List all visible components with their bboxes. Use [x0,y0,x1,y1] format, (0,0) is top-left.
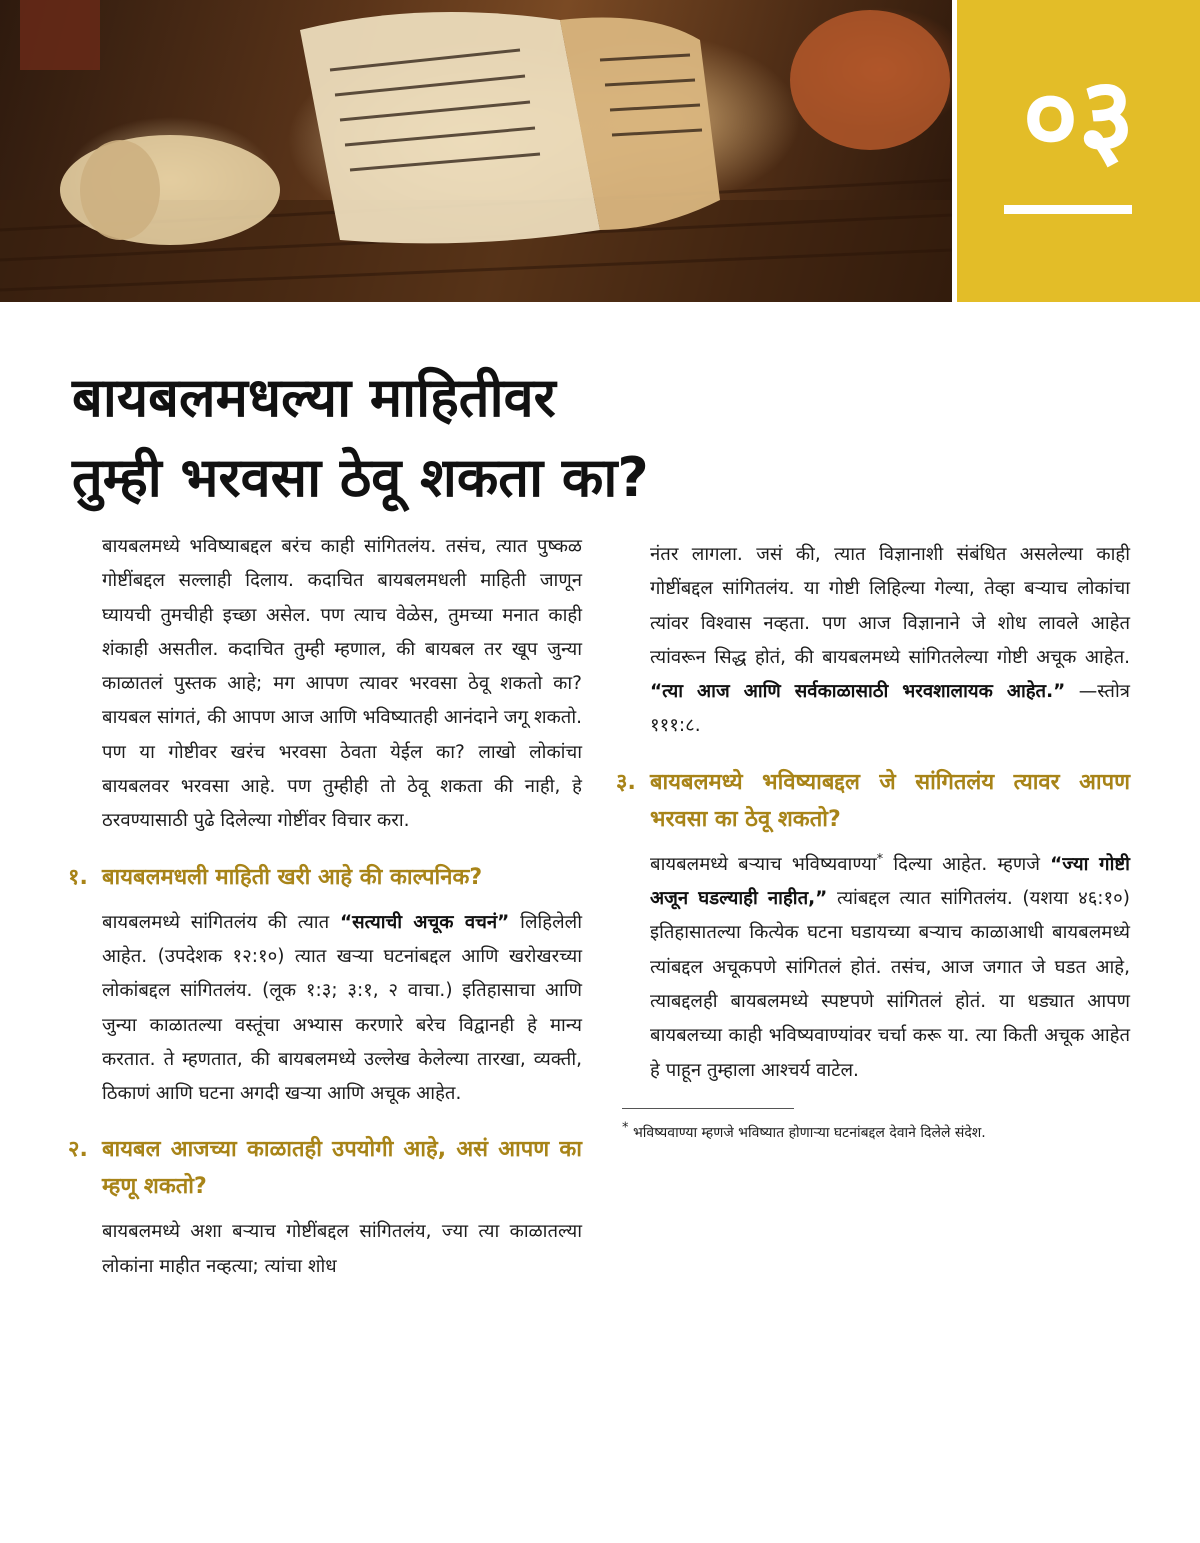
section-3-text-c: त्यांबद्दल त्यात सांगितलंय. (यशया ४६:१०) इतिहासातल्या कित्येक घटना घडायच्या बऱ्याच काळाआधी बायबलमध्ये त्यांबद्दल अचूकपणे सांगितलं होतं. तसंच, आज जगात जे घडत आहे, त्याबद्दलही बायबलमध्ये स्पष्टपणे सांगितलं होतं. या धड्यात आपण बायबलच्या काही भविष्यवाण्यांवर चर्चा करू या. त्या किती अचूक आहेत हे पाहून तुम्हाला आश्चर्य वाटेल. [650,888,1130,1081]
footnote-text: भविष्यवाण्या म्हणजे भविष्यात होणाऱ्या घटनांबद्दल देवाने दिलेले संदेश. [628,1124,986,1141]
section-3-title: बायबलमध्ये भविष्याबद्दल जे सांगितलंय त्यावर आपण भरवसा का ठेवू शकतो? [650,769,1130,832]
section-1-number: १. [68,864,88,890]
intro-paragraph: बायबलमध्ये भविष्याबद्दल बरंच काही सांगितलंय. तसंच, त्यात पुष्कळ गोष्टींबद्दल सल्लाही दिलाय. कदाचित बायबलमधली माहिती जाणून घ्यायची तुमचीही इच्छा असेल. पण त्याच वेळेस, तुमच्या मनात काही शंकाही असतील. कदाचित तुम्ही म्हणाल, की बायबल तर खूप जुन्या काळातलं पुस्तक आहे; मग आपण त्यावर भरवसा ठेवू शकतो का? बायबल सांगतं, की आपण आज आणि भविष्यातही आनंदाने जगू शकतो. पण या गोष्टीवर खरंच भरवसा ठेवता येईल का? लाखो लोकांचा बायबलवर भरवसा आहे. पण तुम्हीही तो ठेवू शकता की नाही, हे ठरवण्यासाठी पुढे दिलेल्या गोष्टींवर विचार करा. [102,536,582,832]
chapter-number: ०३ [1022,55,1135,180]
footnote-mark: * [622,1120,629,1136]
footnote [622,1120,1130,1143]
section-1-text-a: बायबलमध्ये सांगितलंय की त्यात [102,911,340,933]
section-2-citation: —स्तोत्र १११:८. [650,681,1130,737]
chapter-badge [957,0,1200,302]
chapter-underline [1004,205,1132,214]
section-3-quote: “ज्या गोष्टी अजून घडल्याही नाहीत,” [650,853,1130,910]
section-2-text-a: नंतर लागला. जसं की, त्यात विज्ञानाशी संबंधित असलेल्या काही गोष्टींबद्दल सांगितलंय. या गोष्टी लिहिल्या गेल्या, तेव्हा बऱ्याच लोकांचा त्यांवर विश्वास नव्हता. पण आज विज्ञानाने जे शोध लावले आहेत त्यांवरून सिद्ध होतं, की बायबलमध्ये सांगितलेल्या गोष्टी अचूक आहेत. [650,544,1130,668]
section-2-heading [68,1131,582,1205]
section-2-title: बायबल आजच्या काळातही उपयोगी आहे, असं आपण का म्हणू शकतो? [102,1137,582,1200]
right-column [616,538,1130,1143]
section-3-body [650,848,1130,1088]
section-3-number: ३. [616,769,636,795]
section-2-number: २. [68,1137,88,1163]
page-title [72,358,892,518]
section-1-quote: “सत्याची अचूक वचनं” [339,911,510,933]
hero-scrolls-image [0,0,952,302]
section-1-text-b: लिहिलेली आहेत. (उपदेशक १२:१०) त्यात खऱ्या घटनांबद्दल आणि खरोखरच्या लोकांबद्दल सांगितलंय. (लूक १:३; ३:१, २ वाचा.) इतिहासाचा आणि जुन्या काळातल्या वस्तूंचा अभ्यास करणारे बरेच विद्वानही हे मान्य करतात. ते म्हणतात, की बायबलमध्ये उल्लेख केलेल्या तारखा, व्यक्ती, ठिकाणं आणि घटना अगदी खऱ्या आणि अचूक आहेत. [102,911,582,1105]
title-line-2: तुम्ही भरवसा ठेवू शकता का? [72,446,649,509]
footnote-marker: * [876,851,884,867]
section-1-heading [68,859,582,896]
section-1-body [102,906,582,1112]
title-line-1: बायबलमधल्या माहितीवर [72,366,556,429]
left-column [68,530,582,1304]
section-2-quote: “त्या आज आणि सर्वकाळासाठी भरवशालायक आहेत.” [650,681,1066,703]
section-3-text-a: बायबलमध्ये बऱ्याच भविष्यवाण्या [650,853,877,875]
scrolls-illustration [0,0,952,302]
section-3-text-b: दिल्या आहेत. म्हणजे [883,853,1051,875]
section-3-heading [616,764,1130,838]
section-1-title: बायबलमधली माहिती खरी आहे की काल्पनिक? [102,864,483,890]
section-2-body-start: बायबलमध्ये अशा बऱ्याच गोष्टींबद्दल सांगितलंय, ज्या त्या काळातल्या लोकांना माहीत नव्हत्या; त्यांचा शोध [102,1221,582,1277]
footnote-divider [622,1108,794,1109]
section-2-body-continued [650,538,1130,744]
